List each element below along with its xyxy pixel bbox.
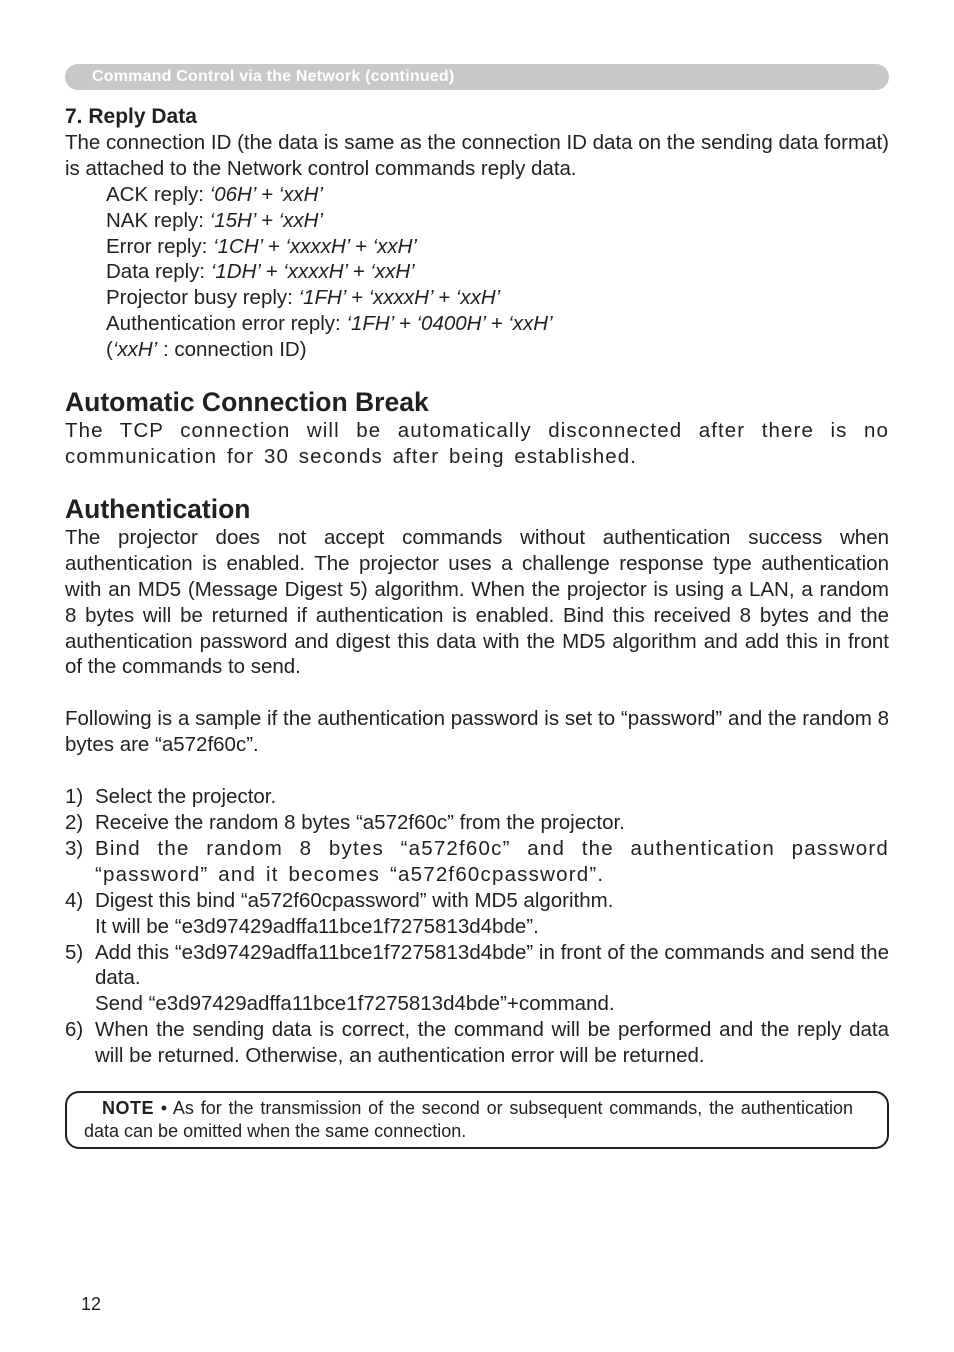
note-box [65, 1091, 889, 1149]
reply-line: Error reply: ‘1CH’ + ‘xxxxH’ + ‘xxH’ [106, 234, 417, 258]
note-text: NOTE • As for the transmission of the second or subsequent commands, the authentication data can be omitted when the same connection. [84, 1098, 853, 1141]
auto-break-heading: Automatic Connection Break [65, 387, 429, 418]
list-item: 4) Digest this bind “a572f60cpassword” with MD5 algorithm. It will be “e3d97429adffa11bce1f7275813d4bde”. [65, 888, 614, 938]
list-item: 1) Select the projector. [65, 785, 277, 809]
reply-legend: (‘xxH’ : connection ID) [106, 338, 307, 362]
reply-list [65, 182, 889, 363]
reply-data-intro: The connection ID (the data is same as the connection ID data on the sending data format) is attached to the Network control commands reply data. [65, 130, 889, 180]
sample-intro: Following is a sample if the authentication password is set to “password” and the random 8 bytes are “a572f60c”. [65, 707, 889, 757]
reply-line: NAK reply: ‘15H’ + ‘xxH’ [106, 208, 324, 232]
list-item: 6) When the sending data is correct, the command will be performed and the reply data will be returned. Otherwise, an authentication error will be returned. [65, 1018, 889, 1068]
reply-line: Authentication error reply: ‘1FH’ + ‘0400H’ + ‘xxH’ [106, 312, 553, 336]
list-item: 5) Add this “e3d97429adffa11bce1f7275813d4bde” in front of the commands and send the data. Send “e3d97429adffa11bce1f7275813d4bde”+command. [65, 940, 889, 1016]
authentication-body: The projector does not accept commands without authentication success when authentication is enabled. The projector uses a challenge response type authentication with an MD5 (Message Digest 5) algorithm. When the projector is using a LAN, a random 8 bytes will be returned if authentication is enabled. Bind this received 8 bytes and the authentication password and digest this data with the MD5 algorithm and add this in front of the commands to send. [65, 525, 889, 679]
header-bar [65, 64, 889, 90]
authentication-heading: Authentication [65, 493, 251, 524]
reply-line: ACK reply: ‘06H’ + ‘xxH’ [106, 182, 324, 206]
steps-list [65, 784, 889, 1069]
page-content [65, 104, 889, 1069]
page-number: 12 [81, 1294, 102, 1314]
list-item: 3) Bind the random 8 bytes “a572f60c” and the authentication password “password” and it becomes “a572f60cpassword”. [65, 836, 889, 886]
reply-line: Data reply: ‘1DH’ + ‘xxxxH’ + ‘xxH’ [106, 260, 415, 284]
note-label: NOTE [102, 1098, 155, 1118]
header-title: Command Control via the Network (continued) [92, 68, 455, 85]
reply-line: Projector busy reply: ‘1FH’ + ‘xxxxH’ + ‘xxH’ [106, 286, 501, 310]
reply-data-heading: 7. Reply Data [65, 105, 197, 128]
auto-break-body: The TCP connection will be automatically disconnected after there is no communication for 30 seconds after being established. [65, 419, 889, 468]
list-item: 2) Receive the random 8 bytes “a572f60c” from the projector. [65, 811, 625, 835]
